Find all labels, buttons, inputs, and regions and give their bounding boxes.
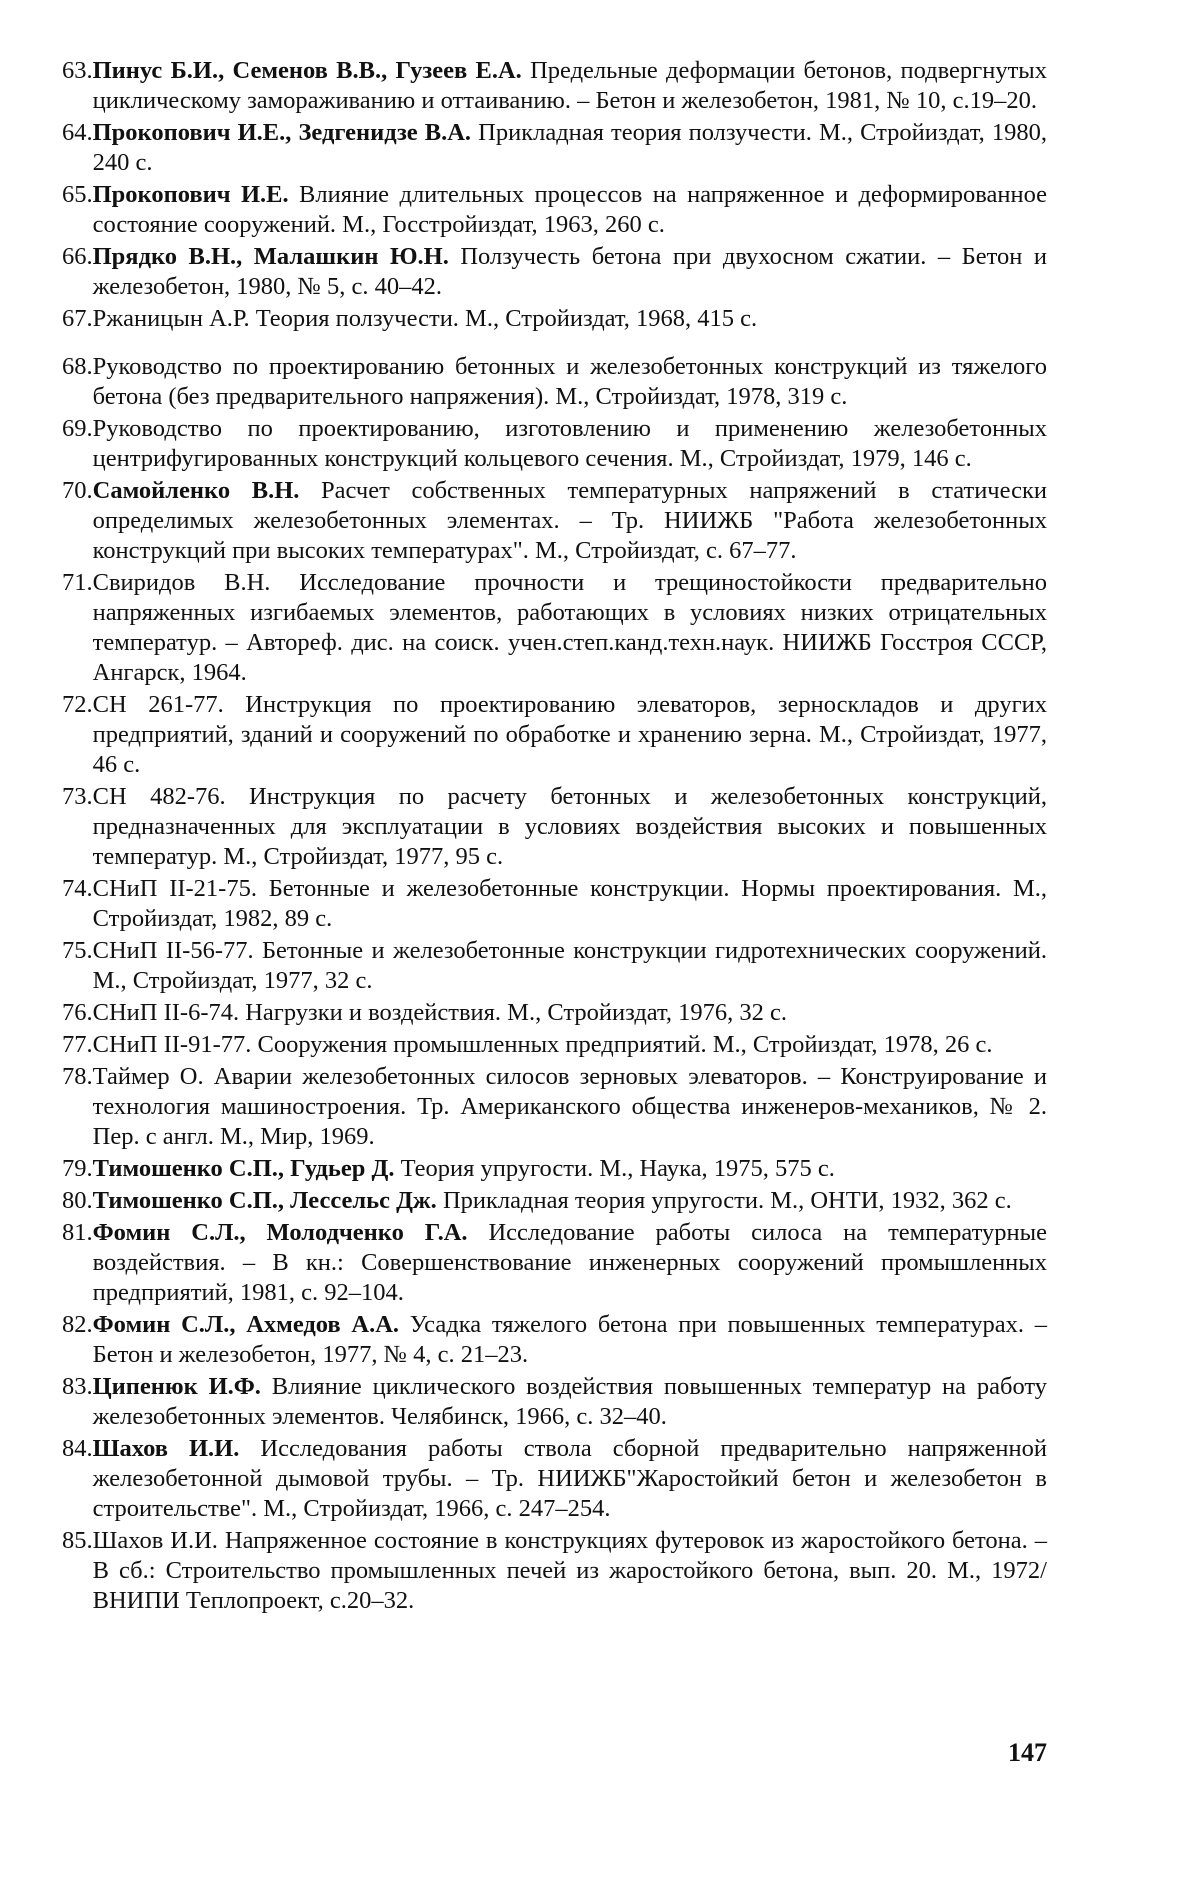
reference-text: Шахов И.И. Напряженное состояние в конструкциях футеровок из жаростойкого бетона. – В сб.: Строительство промышленных печей из жаростойкого бетона, вып. 20. М., 1972/ВНИПИ Теплопроект, с.20–32. — [92, 1527, 1047, 1614]
reference-number: 79. — [62, 1155, 93, 1182]
reference-text: Предельные деформации бетонов, подвергнутых циклическому замораживанию и оттаиванию. – Бетон и железобетон, 1981, № 10, с.19–20. — [92, 57, 1048, 114]
reference-author: Прокопович И.Е. — [92, 181, 289, 208]
reference-item — [62, 936, 1047, 996]
reference-number: 84. — [62, 1435, 93, 1462]
reference-item — [62, 1030, 1047, 1060]
reference-item — [62, 1372, 1047, 1432]
reference-text: Прикладная теория упругости. М., ОНТИ, 1932, 362 с. — [436, 1187, 1012, 1214]
reference-number: 80. — [62, 1187, 93, 1214]
reference-item — [62, 874, 1047, 934]
reference-item — [62, 690, 1047, 780]
reference-item — [62, 118, 1047, 178]
reference-number: 73. — [62, 783, 93, 810]
reference-author: Прядко В.Н., Малашкин Ю.Н. — [92, 243, 449, 270]
reference-text: Исследование работы силоса на температурные воздействия. – В кн.: Совершенствование инженерных сооружений промышленных предприятий, 1981, с. 92–104. — [92, 1219, 1047, 1306]
reference-number: 65. — [62, 181, 93, 208]
reference-item — [62, 1154, 1047, 1184]
reference-number: 72. — [62, 691, 93, 718]
reference-number: 81. — [62, 1219, 93, 1246]
bibliography-page — [62, 56, 1047, 1618]
reference-number: 66. — [62, 243, 93, 270]
reference-item — [62, 476, 1047, 566]
reference-item — [62, 1062, 1047, 1152]
reference-text: Влияние циклического воздействия повышенных температур на работу железобетонных элементов. Челябинск, 1966, с. 32–40. — [92, 1373, 1048, 1430]
reference-text: СНиП II-56-77. Бетонные и железобетонные конструкции гидротехнических сооружений. М., Стройиздат, 1977, 32 с. — [92, 937, 1047, 994]
reference-number: 78. — [62, 1063, 93, 1090]
reference-number: 69. — [62, 415, 93, 442]
reference-number: 85. — [62, 1527, 93, 1554]
reference-text: Теория упругости. М., Наука, 1975, 575 с. — [394, 1155, 835, 1182]
reference-text: Ползучесть бетона при двухосном сжатии. – Бетон и железобетон, 1980, № 5, с. 40–42. — [92, 243, 1047, 300]
reference-item — [62, 242, 1047, 302]
reference-author: Шахов И.И. — [92, 1435, 240, 1462]
reference-text: СНиП II-21-75. Бетонные и железобетонные конструкции. Нормы проектирования. М., Стройиздат, 1982, 89 с. — [92, 875, 1047, 932]
reference-author: Самойленко В.Н. — [92, 477, 300, 504]
reference-author: Тимошенко С.П., Лессельс Дж. — [92, 1187, 437, 1214]
reference-item — [62, 180, 1047, 240]
page-number: 147 — [1008, 1738, 1047, 1767]
reference-text: Ржаницын А.Р. Теория ползучести. М., Стройиздат, 1968, 415 с. — [92, 305, 758, 332]
reference-text: Свиридов В.Н. Исследование прочности и трещиностойкости предварительно напряженных изгибаемых элементов, работающих в условиях низких отрицательных температур. – Автореф. дис. на соиск. учен.степ.канд.техн.наук. НИИЖБ Госстроя СССР, Ангарск, 1964. — [92, 569, 1047, 686]
reference-text: Влияние длительных процессов на напряженное и деформированное состояние сооружений. М., Госстройиздат, 1963, 260 с. — [92, 181, 1047, 238]
reference-number: 76. — [62, 999, 93, 1026]
reference-text: Таймер О. Аварии железобетонных силосов зерновых элеваторов. – Конструирование и технология машиностроения. Тр. Американского общества инженеров-механиков, № 2. Пер. с англ. М., Мир, 1969. — [92, 1063, 1047, 1150]
reference-author: Фомин С.Л., Ахмедов А.А. — [92, 1311, 400, 1338]
reference-item — [62, 352, 1047, 412]
reference-author: Тимошенко С.П., Гудьер Д. — [92, 1155, 395, 1182]
reference-item — [62, 568, 1047, 688]
reference-number: 75. — [62, 937, 93, 964]
reference-number: 77. — [62, 1031, 93, 1058]
reference-number: 64. — [62, 119, 93, 146]
reference-text: Усадка тяжелого бетона при повышенных температурах. – Бетон и железобетон, 1977, № 4, с. 21–23. — [92, 1311, 1047, 1368]
reference-number: 71. — [62, 569, 93, 596]
reference-item — [62, 414, 1047, 474]
reference-text: Расчет собственных температурных напряжений в статически определимых железобетонных элементах. – Тр. НИИЖБ "Работа железобетонных конструкций при высоких температурах". М., Стройиздат, с. 67–77. — [92, 477, 1047, 564]
reference-text: Исследования работы ствола сборной предварительно напряженной железобетонной дымовой трубы. – Тр. НИИЖБ"Жаростойкий бетон и железобетон в строительстве". М., Стройиздат, 1966, с. 247–254. — [92, 1435, 1047, 1522]
reference-text: Прикладная теория ползучести. М., Стройиздат, 1980, 240 с. — [92, 119, 1047, 176]
reference-number: 70. — [62, 477, 93, 504]
reference-text: Руководство по проектированию, изготовлению и применению железобетонных центрифугированных конструкций кольцевого сечения. М., Стройиздат, 1979, 146 с. — [92, 415, 1047, 472]
reference-author: Прокопович И.Е., Зедгенидзе В.А. — [92, 119, 472, 146]
reference-item — [62, 1434, 1047, 1524]
reference-author: Пинус Б.И., Семенов В.В., Гузеев Е.А. — [92, 57, 522, 84]
reference-number: 67. — [62, 305, 93, 332]
reference-number: 74. — [62, 875, 93, 902]
reference-item — [62, 56, 1047, 116]
reference-item — [62, 1186, 1047, 1216]
reference-item — [62, 1310, 1047, 1370]
reference-number: 63. — [62, 57, 93, 84]
reference-number: 83. — [62, 1373, 93, 1400]
reference-author: Фомин С.Л., Молодченко Г.А. — [92, 1219, 468, 1246]
reference-text: СН 482-76. Инструкция по расчету бетонных и железобетонных конструкций, предназначенных для эксплуатации в условиях воздействия высоких и повышенных температур. М., Стройиздат, 1977, 95 с. — [92, 783, 1047, 870]
reference-text: СНиП II-6-74. Нагрузки и воздействия. М., Стройиздат, 1976, 32 с. — [92, 999, 788, 1026]
reference-list — [62, 56, 1047, 1616]
reference-item — [62, 998, 1047, 1028]
reference-item — [62, 1526, 1047, 1616]
reference-number: 68. — [62, 353, 93, 380]
reference-text: СНиП II-91-77. Сооружения промышленных предприятий. М., Стройиздат, 1978, 26 с. — [92, 1031, 993, 1058]
reference-item — [62, 1218, 1047, 1308]
reference-number: 82. — [62, 1311, 93, 1338]
reference-item — [62, 304, 1047, 334]
reference-item — [62, 782, 1047, 872]
reference-text: Руководство по проектированию бетонных и железобетонных конструкций из тяжелого бетона (без предварительного напряжения). М., Стройиздат, 1978, 319 с. — [92, 353, 1047, 410]
reference-author: Ципенюк И.Ф. — [92, 1373, 261, 1400]
reference-text: СН 261-77. Инструкция по проектированию элеваторов, зерноскладов и других предприятий, зданий и сооружений по обработке и хранению зерна. М., Стройиздат, 1977, 46 с. — [92, 691, 1047, 778]
